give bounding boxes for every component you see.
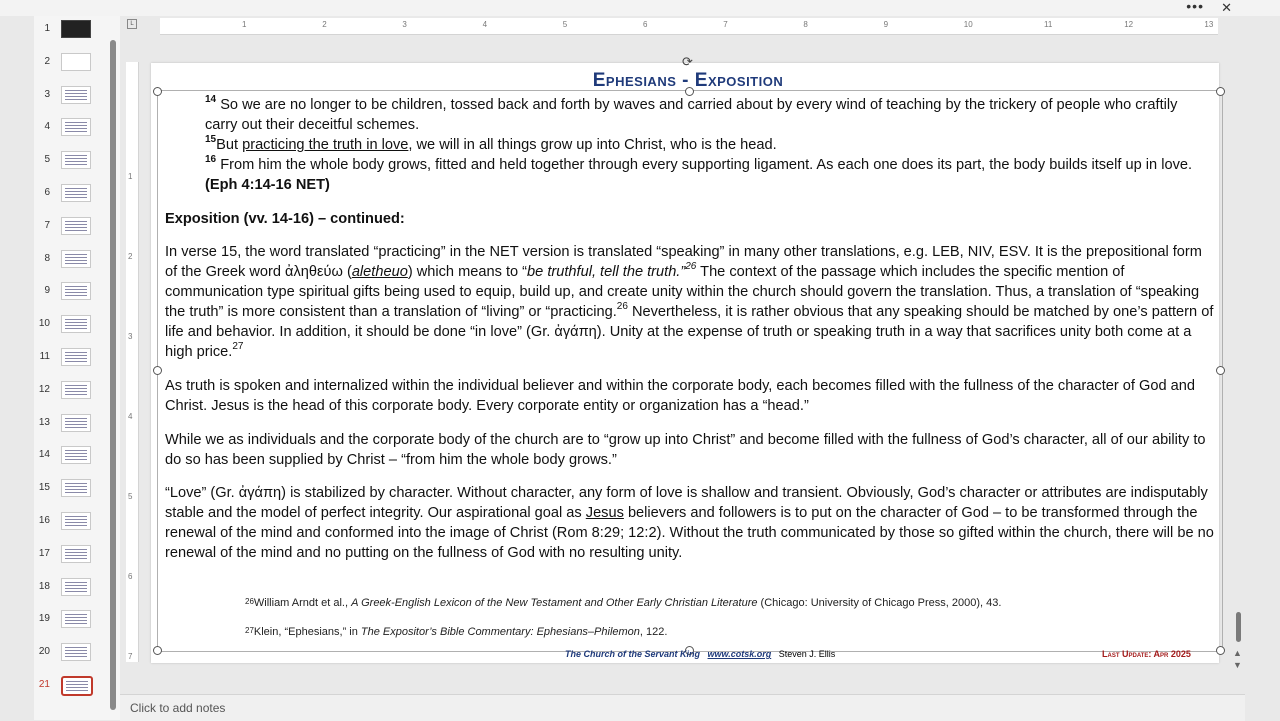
resize-handle[interactable] <box>153 366 162 375</box>
definition-text: be truthful, tell the truth.” <box>527 264 686 280</box>
close-icon[interactable]: ✕ <box>1221 0 1232 15</box>
text-run: The context of the passage which includes the specific mention of communication type spiritual gifts being used to equip, build up, and create unity within the church should govern the translation. Thus, a translation of “speaking the truth” is more consistent than a translation of “living” or “practicing. <box>165 264 1200 320</box>
ruler-tick: 6 <box>128 572 133 581</box>
book-title: A Greek-English Lexicon of the New Testament and Other Early Christian Literature <box>351 597 758 609</box>
slide-number: 11 <box>39 351 50 362</box>
slide-number: 8 <box>44 252 50 264</box>
thumbnail-scrollbar[interactable] <box>110 40 116 700</box>
ruler-tick: 2 <box>322 20 327 29</box>
slide-footer <box>565 649 835 659</box>
ruler-tick: 4 <box>482 20 488 29</box>
slide-preview[interactable] <box>61 545 91 563</box>
slide-preview[interactable] <box>61 217 91 235</box>
text-run: (Chicago: University of Chicago Press, 2000), 43. <box>757 597 1002 609</box>
slide-preview[interactable] <box>61 250 91 268</box>
slide-number: 15 <box>38 482 50 494</box>
slide-preview[interactable] <box>61 676 93 696</box>
ruler-tick: 8 <box>803 20 808 29</box>
ruler-tick: 3 <box>402 20 407 29</box>
text-run: William Arndt et al., <box>253 597 352 609</box>
paragraph-1 <box>165 242 1215 362</box>
slide-number: 5 <box>44 154 50 166</box>
ruler-tick: 4 <box>128 412 133 421</box>
scroll-thumb[interactable] <box>1236 612 1241 642</box>
slide-preview[interactable] <box>61 610 91 628</box>
slide-number: 3 <box>44 88 50 100</box>
slide-thumbnail[interactable] <box>34 149 120 173</box>
underlined-word: Jesus <box>585 505 624 521</box>
slide-thumbnail[interactable] <box>34 280 120 304</box>
footnote-number: 27 <box>245 626 254 635</box>
ruler-tick: 10 <box>963 20 973 29</box>
ruler-tick: 1 <box>128 172 133 181</box>
notes-pane[interactable] <box>120 694 1245 721</box>
left-strip <box>0 16 34 720</box>
text-run: believers and followers is to put on the character of God – to be transformed through the renewal of the mind and conformed into the image of Christ (Rom 8:29; 12:2). Without the truth communicated by those so gifted within the church, there will be no renewal of the mind and no putting on the fullness of God with no resulting unity. <box>165 505 1214 561</box>
slide-preview[interactable] <box>61 118 91 136</box>
slide-preview[interactable] <box>61 348 91 366</box>
slide-thumbnail[interactable] <box>34 510 120 534</box>
slide-number: 7 <box>44 219 50 231</box>
slide-preview[interactable] <box>61 446 91 464</box>
ruler-tick: 6 <box>643 20 648 29</box>
last-update <box>1102 649 1191 659</box>
footnote-ref[interactable]: 26 <box>616 301 628 312</box>
slide-thumbnail[interactable] <box>34 576 120 600</box>
paragraph-2: As truth is spoken and internalized within the individual believer and within the corporate body, each becomes filled with the fullness of the character of God and Christ. Jesus is the head of this corporate body. Every corporate entity or organization has a “head.” <box>165 378 1195 414</box>
footnote-ref[interactable]: 27 <box>232 341 244 352</box>
book-title: The Expositor’s Bible Commentary: Ephesians–Philemon <box>360 626 640 638</box>
ruler-tick: 5 <box>128 492 133 501</box>
text-run: In verse 15, the word translated “practicing” in the NET version is translated “speaking” in many other translations, e.g. LEB, NIV, ESV. It is the prepositional form of the Greek word ἀληθεύω ( <box>165 244 1202 280</box>
verse-number: 16 <box>205 154 217 165</box>
author-name: Steven J. Ellis <box>778 649 836 659</box>
slide-thumbnail[interactable] <box>34 215 120 239</box>
ruler-tick: 11 <box>1044 20 1053 29</box>
slide-preview[interactable] <box>61 20 91 38</box>
slide-preview[interactable] <box>61 512 91 530</box>
slide-preview[interactable] <box>61 479 91 497</box>
slide-number: 6 <box>44 187 50 198</box>
slide-preview[interactable] <box>61 53 91 71</box>
slide-number: 4 <box>44 121 50 133</box>
slide-thumbnail[interactable] <box>34 116 120 140</box>
slide-thumbnail[interactable] <box>34 444 120 468</box>
ruler-tick: 12 <box>1124 20 1134 29</box>
editor-scrollbar[interactable] <box>1232 20 1244 690</box>
church-name: The Church of the Servant King <box>565 649 701 659</box>
slide-thumbnail[interactable] <box>34 379 120 403</box>
footnote-number: 26 <box>245 597 254 606</box>
text-run: Nevertheless, it is rather obvious that any speaking should be matched by one’s pattern of life and behavior. In addition, it should be done “in love” (Gr. ἀγάπη). Unity at the expense of truth or speaking truth in a way that sacrifices unity both come at a high price. <box>165 304 1214 360</box>
scroll-thumb[interactable] <box>110 40 116 710</box>
slide-number: 13 <box>38 416 50 428</box>
ruler-tick: 5 <box>562 20 568 29</box>
slide-thumbnail[interactable] <box>34 84 120 108</box>
slide-preview[interactable] <box>61 151 91 169</box>
text-run: Klein, “Ephesians,” in <box>253 626 361 638</box>
slide-preview[interactable] <box>61 86 91 104</box>
slide-preview[interactable] <box>61 643 91 661</box>
slide-thumbnail[interactable] <box>34 674 120 698</box>
tab-stop-selector[interactable]: L <box>127 19 137 29</box>
section-heading: Exposition (vv. 14-16) – continued: <box>165 211 405 227</box>
slide-number: 10 <box>38 318 50 330</box>
slide-thumbnail[interactable] <box>34 313 120 337</box>
notes-placeholder[interactable]: Click to add notes <box>130 701 226 715</box>
greek-transliteration: aletheuo <box>351 264 408 280</box>
slide-preview[interactable] <box>61 184 91 202</box>
text-run: ) which means to “ <box>407 264 528 280</box>
slide-thumbnail-pane <box>34 16 120 720</box>
verse-text: From him the whole body grows, fitted and held together through every supporting ligament. As each one does its part, the body builds itself up in love. <box>220 157 1193 173</box>
slide-number: 14 <box>38 449 50 461</box>
resize-handle[interactable] <box>153 87 162 96</box>
slide-thumbnail[interactable] <box>34 346 120 370</box>
resize-handle[interactable] <box>153 646 162 655</box>
verse-text: So we are no longer to be children, tossed back and forth by waves and carried about by every wind of teaching by the trickery of people who craftily carry out their deceitful schemes. <box>205 97 1178 133</box>
slide-thumbnail[interactable] <box>34 248 120 272</box>
slide-number: 20 <box>38 646 50 658</box>
footnote-ref[interactable]: 26 <box>685 261 697 272</box>
rotate-handle-icon[interactable]: ⟳ <box>682 54 693 69</box>
title-bar <box>0 0 1280 16</box>
slide-thumbnail[interactable] <box>34 641 120 665</box>
scroll-up-icon[interactable]: ▲ <box>1233 648 1242 658</box>
slide-title: Ephesians - Exposition <box>592 70 784 91</box>
slide-number: 12 <box>38 383 50 395</box>
vertical-ruler[interactable] <box>126 62 139 662</box>
ruler-tick: 2 <box>128 252 133 261</box>
paragraph-4 <box>165 483 1215 563</box>
slide-preview[interactable] <box>61 315 91 333</box>
footnote-27 <box>245 626 667 638</box>
scroll-down-icon[interactable]: ▼ <box>1233 660 1242 670</box>
slide-thumbnail[interactable] <box>34 18 120 42</box>
slide-number: 18 <box>38 580 50 592</box>
underlined-phrase: practicing the truth in love <box>242 137 409 153</box>
slide-number: 16 <box>38 515 50 526</box>
scripture-reference: (Eph 4:14-16 NET) <box>205 177 330 193</box>
ruler-tick: 7 <box>723 20 728 29</box>
verse-text: But <box>216 137 243 153</box>
verse-16 <box>205 155 1205 195</box>
slide-number: 2 <box>44 55 50 67</box>
footnote-26 <box>245 597 1001 609</box>
slide-thumbnail[interactable] <box>34 51 120 75</box>
text-run: , 122. <box>639 626 668 638</box>
resize-handle[interactable] <box>1216 87 1225 96</box>
ruler-tick: 1 <box>242 20 247 29</box>
verse-15 <box>205 135 1205 155</box>
ruler-tick: 3 <box>128 332 133 341</box>
paragraph-3: While we as individuals and the corporate body of the church are to “grow up into Christ” and become filled with the fullness of God’s character, all of our ability to do so has been supplied by Christ – “from him the whole body grows.” <box>165 432 1206 468</box>
ruler-tick: 7 <box>128 652 133 661</box>
text-run: “Love” (Gr. ἀγάπη) is stabilized by character. Without character, any form of love is shallow and transient. Obviously, God’s character or attributes are indisputably stable and the model of perfect integrity. Our aspirational goal as <box>165 485 1208 521</box>
slide-number: 1 <box>44 23 50 34</box>
slide-preview[interactable] <box>61 381 91 399</box>
slide-thumbnail[interactable] <box>34 543 120 567</box>
verse-number: 15 <box>205 134 217 145</box>
slide-number: 9 <box>44 285 50 297</box>
slide-number: 19 <box>38 613 50 625</box>
slide-number: 21 <box>38 679 50 690</box>
verse-14 <box>205 95 1205 135</box>
horizontal-ruler[interactable] <box>160 18 1218 35</box>
slide-thumbnail[interactable] <box>34 412 120 436</box>
verse-text: , we will in all things grow up into Christ, who is the head. <box>408 137 777 153</box>
ruler-tick: 13 <box>1204 20 1214 29</box>
resize-handle[interactable] <box>1216 366 1225 375</box>
slide-preview[interactable] <box>61 578 91 596</box>
slide-preview[interactable] <box>61 414 91 432</box>
ruler-tick: 9 <box>883 20 889 29</box>
slide-number: 17 <box>38 547 50 559</box>
slide-thumbnail[interactable] <box>34 477 120 501</box>
slide-thumbnail[interactable] <box>34 182 120 206</box>
verse-number: 14 <box>205 94 217 105</box>
update-date: Last Update: Apr 2025 <box>1102 649 1191 659</box>
slide-thumbnail[interactable] <box>34 608 120 632</box>
slide-preview[interactable] <box>61 282 91 300</box>
resize-handle[interactable] <box>1216 646 1225 655</box>
more-options-icon[interactable]: ••• <box>1186 0 1204 14</box>
website-link[interactable]: www.cotsk.org <box>707 649 772 659</box>
